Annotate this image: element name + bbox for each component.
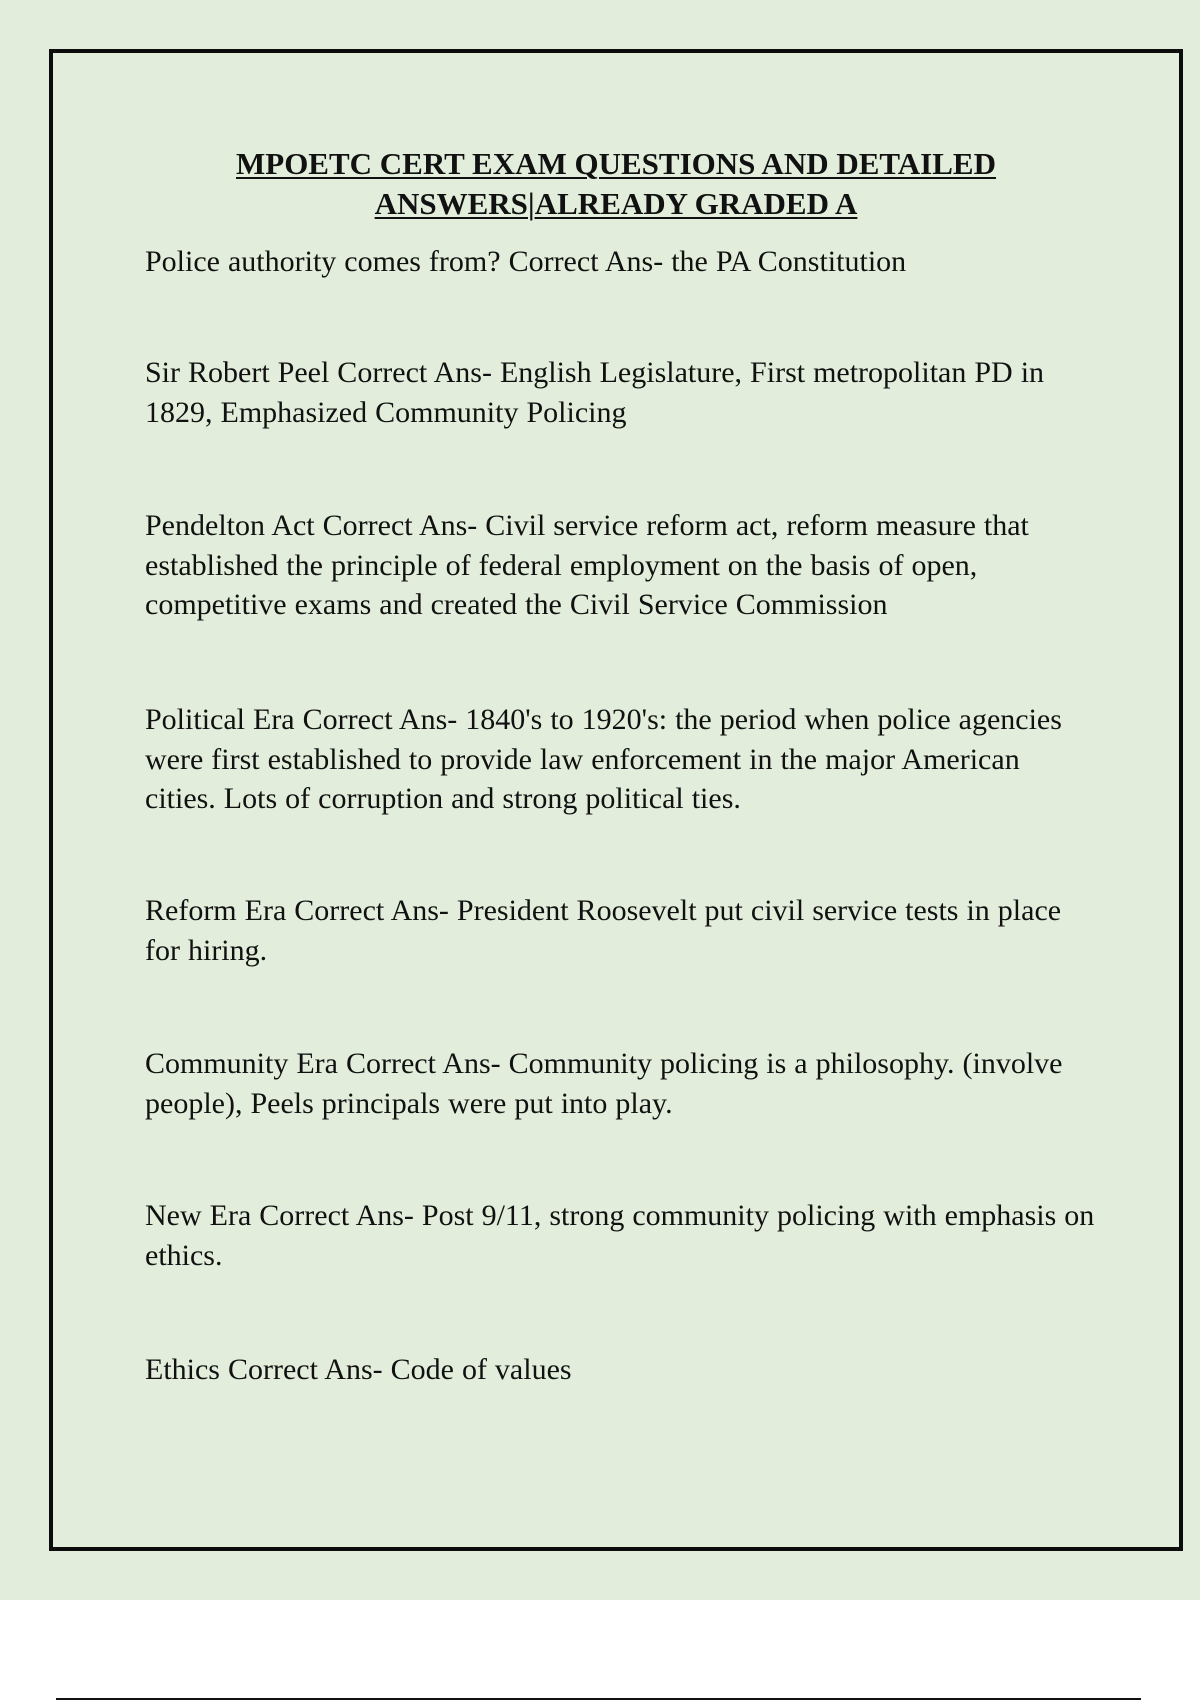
qa-entry-police-authority: Police authority comes from? Correct Ans- the PA Constitution [145, 245, 907, 278]
title-line-2: ANSWERS|ALREADY GRADED A [374, 186, 858, 221]
qa-entry-political-era: Political Era Correct Ans- 1840's to 1920's: the period when police agencies were first established to provide law enforcement in the major American cities. Lots of corruption and strong political ties. [145, 703, 1062, 815]
qa-entry-community-era: Community Era Correct Ans- Community policing is a philosophy. (involve people), Peels principals were put into play. [145, 1047, 1063, 1120]
title-line-1: MPOETC CERT EXAM QUESTIONS AND DETAILED [236, 146, 996, 181]
qa-entry-ethics: Ethics Correct Ans- Code of values [145, 1353, 572, 1386]
qa-entry-reform-era: Reform Era Correct Ans- President Roosevelt put civil service tests in place for hiring. [145, 894, 1062, 967]
qa-entry-robert-peel: Sir Robert Peel Correct Ans- English Legislature, First metropolitan PD in 1829, Emphasized Community Policing [145, 356, 1045, 429]
qa-entry-new-era: New Era Correct Ans- Post 9/11, strong community policing with emphasis on ethics. [145, 1199, 1095, 1272]
document-title [0, 144, 1200, 224]
qa-entry-pendelton-act: Pendelton Act Correct Ans- Civil service reform act, reform measure that established the principle of federal employment on the basis of open, competitive exams and created the Civil Service Commission [145, 509, 1029, 621]
